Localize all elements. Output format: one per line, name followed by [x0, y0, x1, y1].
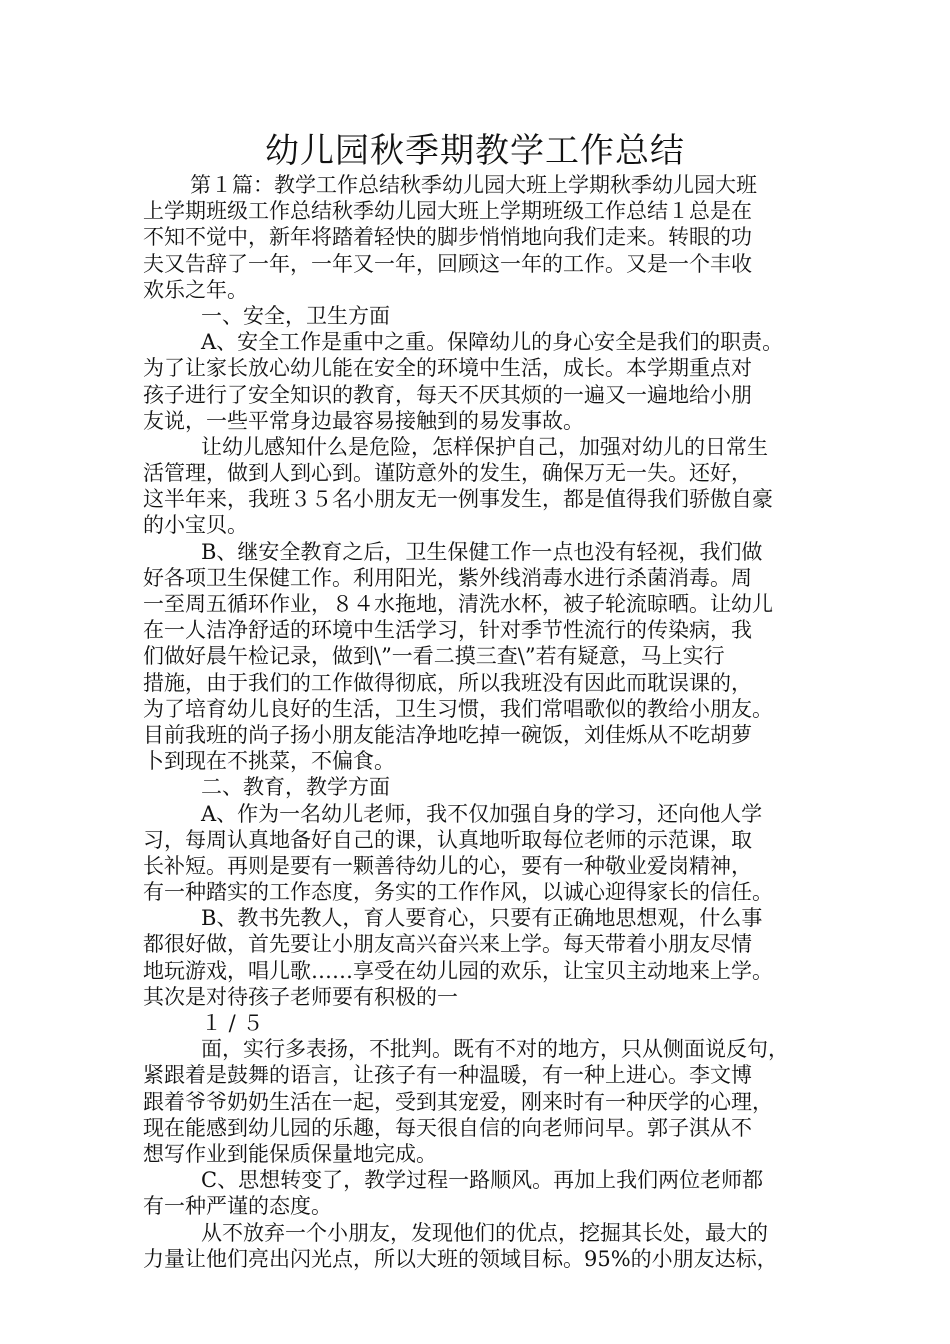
text-line: 们做好晨午检记录，做到\”一看二摸三查\”若有疑意，马上实行 — [143, 644, 725, 669]
text-line: 的小宝贝。 — [143, 513, 248, 538]
text-line: 其次是对待孩子老师要有积极的一 — [143, 984, 458, 1009]
text-line: 一、安全，卫生方面 — [201, 303, 390, 328]
text-line: B、继安全教育之后，卫生保健工作一点也没有轻视，我们做 — [201, 539, 763, 564]
text-line: 一至周五循环作业，８４水拖地，清洗水杯，被子轮流晾晒。让幼儿 — [143, 592, 773, 616]
text-line: 从不放弃一个小朋友，发现他们的优点，挖掘其长处，最大的 — [201, 1220, 768, 1245]
text-line: 这半年来，我班３５名小朋友无一例事发生，都是值得我们骄傲自豪 — [143, 487, 773, 512]
text-line: 上学期班级工作总结秋季幼儿园大班上学期班级工作总结１总是在 — [143, 199, 752, 224]
text-line: A、作为一名幼儿老师，我不仅加强自身的学习，还向他人学 — [201, 801, 763, 826]
text-line: 长补短。再则是要有一颗善待幼儿的心，要有一种敬业爱岗精神， — [143, 853, 752, 878]
text-line: 面，实行多表扬，不批判。既有不对的地方，只从侧面说反句， — [201, 1037, 789, 1062]
text-line: 地玩游戏，唱儿歌……享受在幼儿园的欢乐，让宝贝主动地来上学。 — [143, 958, 773, 983]
text-line: 二、教育，教学方面 — [201, 775, 390, 800]
text-line: A、安全工作是重中之重。保障幼儿的身心安全是我们的职责。 — [201, 330, 784, 355]
text-line: 跟着爷爷奶奶生活在一起，受到其宠爱，刚来时有一种厌学的心理， — [143, 1089, 773, 1114]
text-line: 现在能感到幼儿园的乐趣，每天很自信的向老师问早。郭子淇从不 — [143, 1115, 752, 1140]
document-title: 幼儿园秋季期教学工作总结 — [265, 131, 685, 171]
text-line: 措施，由于我们的工作做得彻底，所以我班没有因此而耽误课的， — [143, 670, 752, 695]
text-line: C、思想转变了，教学过程一路顺风。再加上我们两位老师都 — [201, 1168, 764, 1193]
text-line: 活管理，做到人到心到。谨防意外的发生，确保万无一失。还好， — [143, 461, 752, 486]
text-line: 为了培育幼儿良好的生活，卫生习惯，我们常唱歌似的教给小朋友。 — [143, 696, 773, 721]
text-line: 习，每周认真地备好自己的课，认真地听取每位老师的示范课，取 — [143, 827, 752, 852]
text-line: １ / ５ — [201, 1011, 264, 1035]
text-line: 想写作业到能保质保量地完成。 — [143, 1141, 437, 1166]
text-line: 卜到现在不挑菜，不偏食。 — [143, 749, 395, 774]
text-line: 都很好做，首先要让小朋友高兴奋兴来上学。每天带着小朋友尽情 — [143, 932, 752, 957]
text-line: 在一人洁净舒适的环境中生活学习，针对季节性流行的传染病，我 — [143, 618, 752, 643]
text-line: 孩子进行了安全知识的教育，每天不厌其烦的一遍又一遍地给小朋 — [143, 382, 752, 407]
text-line: 紧跟着是鼓舞的语言，让孩子有一种温暖，有一种上进心。李文博 — [143, 1063, 752, 1088]
document-body — [143, 172, 823, 1272]
text-line: 力量让他们亮出闪光点，所以大班的领域目标。95%的小朋友达标， — [143, 1246, 778, 1271]
text-line: 有一种踏实的工作态度，务实的工作作风，以诚心迎得家长的信任。 — [143, 880, 773, 905]
text-line: 欢乐之年。 — [143, 277, 248, 302]
text-line: 让幼儿感知什么是危险，怎样保护自己，加强对幼儿的日常生 — [201, 434, 768, 459]
text-line: 夫又告辞了一年，一年又一年，回顾这一年的工作。又是一个丰收 — [143, 251, 752, 276]
text-line: 好各项卫生保健工作。利用阳光，紫外线消毒水进行杀菌消毒。周 — [143, 565, 752, 590]
text-line: 目前我班的尚子扬小朋友能洁净地吃掉一碗饭，刘佳烁从不吃胡萝 — [143, 722, 752, 747]
text-line: 第１篇：教学工作总结秋季幼儿园大班上学期秋季幼儿园大班 — [190, 173, 757, 197]
text-line: 有一种严谨的态度。 — [143, 1194, 332, 1219]
text-line: 为了让家长放心幼儿能在安全的环境中生活，成长。本学期重点对 — [143, 356, 752, 381]
text-line: 不知不觉中，新年将踏着轻快的脚步悄悄地向我们走来。转眼的功 — [143, 225, 752, 250]
text-line: 友说，一些平常身边最容易接触到的易发事故。 — [143, 408, 584, 433]
text-line: B、教书先教人，育人要育心，只要有正确地思想观，什么事 — [201, 906, 763, 931]
